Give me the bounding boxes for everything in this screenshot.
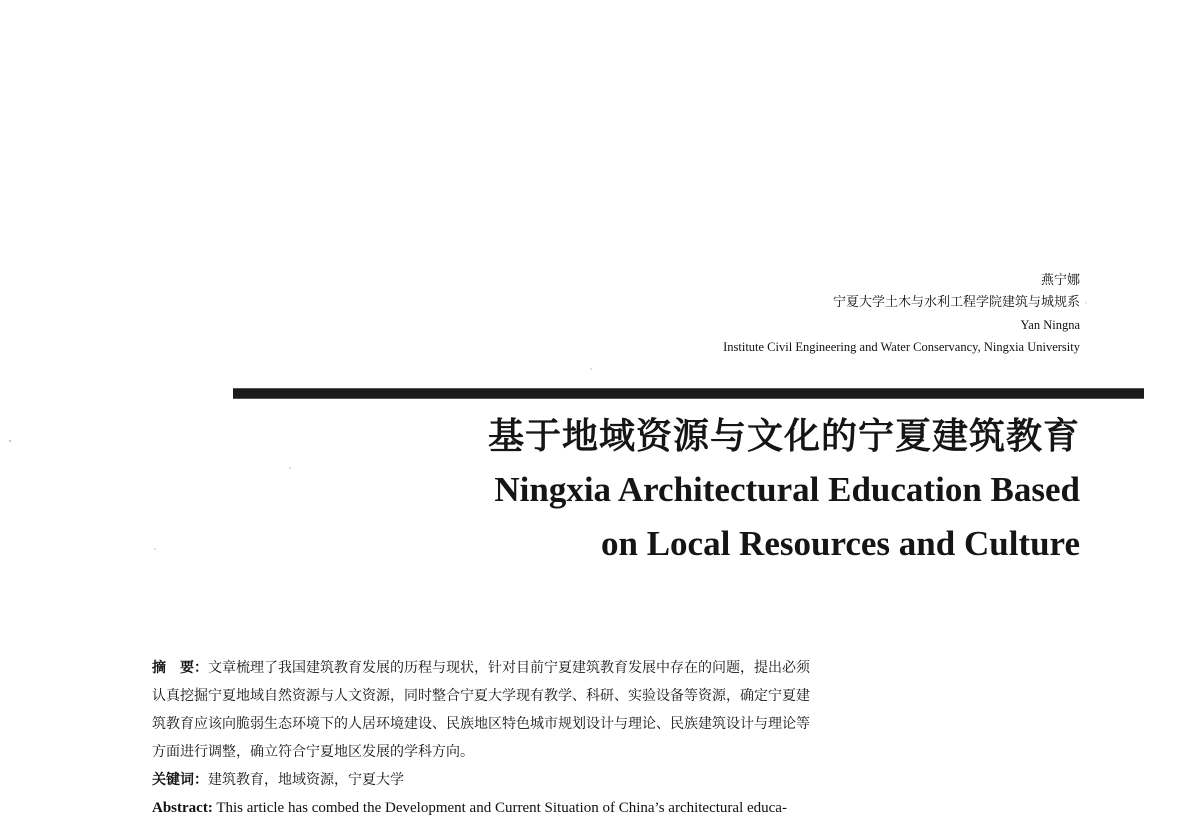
title-english-line-2: on Local Resources and Culture <box>600 524 1080 563</box>
abstract-line: 筑教育应该向脆弱生态环境下的人居环境建设、民族地区特色城市规划设计与理论、民族建筑设计与理论等 <box>152 716 810 732</box>
abstract-en-text: This article has combed the Development and Current Situation of China’s architectural educa- <box>216 800 787 816</box>
author-affiliation-en: Institute Civil Engineering and Water Conservancy, Ningxia University <box>723 340 1080 354</box>
abstract-line: 摘 要：文章梳理了我国建筑教育发展的历程与现状，针对目前宁夏建筑教育发展中存在的问题，提出必须 <box>152 660 810 676</box>
abstract-en-label: Abstract: <box>152 800 213 816</box>
keywords-label: 关键词： <box>152 772 208 788</box>
title-english-line-1: Ningxia Architectural Education Based <box>494 470 1080 509</box>
author-name-zh: 燕宁娜 <box>1040 273 1080 288</box>
abstract-label: 摘 要： <box>152 660 208 676</box>
keywords-text: 建筑教育，地域资源，宁夏大学 <box>208 772 404 788</box>
author-affiliation-zh: 宁夏大学土木与水利工程学院建筑与城规系 <box>832 295 1080 310</box>
abstract-line: 方面进行调整，确立符合宁夏地区发展的学科方向。 <box>152 744 474 760</box>
author-name-en: Yan Ningna <box>1020 318 1080 332</box>
title-chinese: 基于地域资源与文化的宁夏建筑教育 <box>487 416 1080 457</box>
abstract-line: 认真挖掘宁夏地域自然资源与人文资源，同时整合宁夏大学现有教学、科研、实验设备等资源，确定宁夏建 <box>152 688 810 704</box>
